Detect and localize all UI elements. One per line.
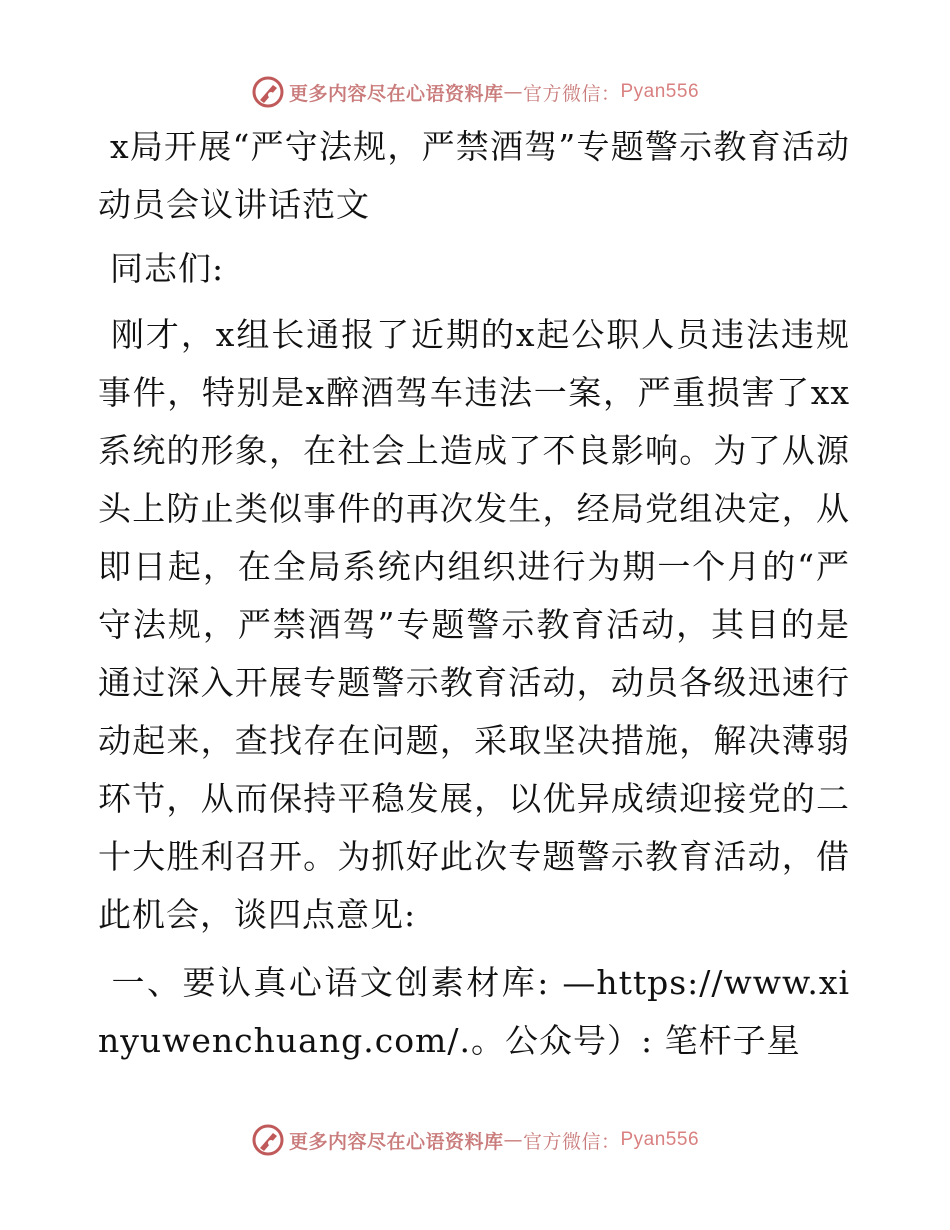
body-paragraph xyxy=(98,306,850,944)
watermark-wechat-label: 官方微信： xyxy=(522,1130,621,1153)
watermark-separator: — xyxy=(503,81,523,103)
section-heading-1-text: 一、要认真心语文创素材库: —https://www.xinyuwenchuang.com/.。公众号）: 笔杆子星 xyxy=(98,963,850,1060)
document-title xyxy=(98,118,850,234)
watermark-main-text: 更多内容尽在心语资料库 xyxy=(288,82,504,105)
watermark-wechat-id: Pyan556 xyxy=(620,1129,700,1150)
document-title-text: x局开展“严守法规，严禁酒驾”专题警示教育活动动员会议讲话范文 xyxy=(98,127,850,224)
greeting-text: 同志们: xyxy=(110,249,225,288)
pen-logo-icon xyxy=(251,75,285,109)
watermark-main-text: 更多内容尽在心语资料库 xyxy=(288,1130,504,1153)
header-watermark xyxy=(0,72,950,112)
watermark-wechat-id: Pyan556 xyxy=(620,81,700,102)
watermark-separator: — xyxy=(503,1129,523,1151)
greeting xyxy=(98,240,850,298)
watermark-wechat-label: 官方微信： xyxy=(522,82,621,105)
body-paragraph-text: 刚才，x组长通报了近期的x起公职人员违法违规事件，特别是x醉酒驾车违法一案，严重损害了xx系统的形象，在社会上造成了不良影响。为了从源头上防止类似事件的再次发生，经局党组决定，从即日起，在全局系统内组织进行为期一个月的“严守法规，严禁酒驾”专题警示教育活动，其目的是通过深入开展专题警示教育活动，动员各级迅速行动起来，查找存在问题，采取坚决措施，解决薄弱环节，从而保持平稳发展，以优异成绩迎接党的二十大胜利召开。为抓好此次专题警示教育活动，借此机会，谈四点意见: xyxy=(98,315,850,934)
pen-logo-icon xyxy=(251,1123,285,1157)
section-heading-1 xyxy=(98,954,850,1070)
document-body xyxy=(98,118,850,1070)
footer-watermark xyxy=(0,1120,950,1160)
